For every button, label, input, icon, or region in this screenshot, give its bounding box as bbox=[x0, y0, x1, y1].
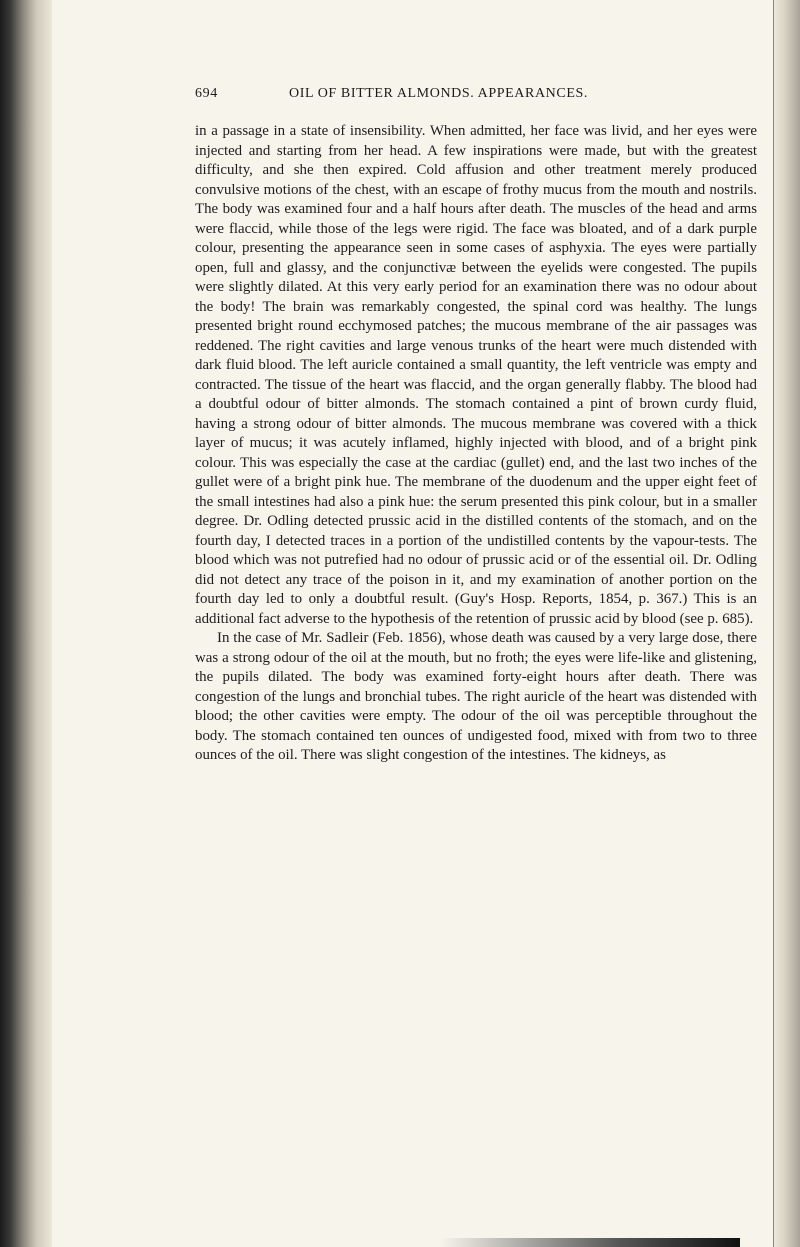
book-page-edge-right bbox=[773, 0, 800, 1247]
page-number: 694 bbox=[195, 86, 218, 101]
paragraph-2: In the case of Mr. Sadleir (Feb. 1856), whose death was caused by a very large dose, there was a strong odour of the oil at the mouth, but no froth; the eyes were life-like and glistening, the pupils dilated. The body was examined forty-eight hours after death. There was congestion of the lungs and bronchial tubes. The right auricle of the heart was distended with blood; the other cavities were empty. The odour of the oil was perceptible throughout the body. The stomach contained ten ounces of undigested food, mixed with from two to three ounces of the oil. There was slight congestion of the intestines. The kidneys, as bbox=[195, 630, 757, 763]
running-title: OIL OF BITTER ALMONDS. APPEARANCES. bbox=[289, 86, 588, 101]
book-binding-left bbox=[0, 0, 52, 1247]
paragraph-1: in a passage in a state of insensibility. When admitted, her face was livid, and her eyes were injected and starting from her head. A few inspirations were made, but with the greatest difficulty, and she then expired. Cold affusion and other treatment merely produced convulsive motions of the chest, with an escape of frothy mucus from the mouth and nostrils. The body was examined four and a half hours after death. The muscles of the head and arms were flaccid, while those of the legs were rigid. The face was bloated, and of a dark purple colour, presenting the appearance seen in some cases of asphyxia. The eyes were partially open, full and glassy, and the conjunctivæ between the eyelids were congested. The pupils were slightly dilated. At this very early period for an examination there was no odour about the body! The brain was remarkably congested, the spinal cord was healthy. The lungs presented bright round ecchymosed patches; the mucous membrane of the air passages was reddened. The right cavities and large venous trunks of the heart were much distended with dark fluid blood. The left auricle contained a small quantity, the left ventricle was empty and contracted. The tissue of the heart was flaccid, and the organ generally flabby. The blood had a doubtful odour of bitter almonds. The stomach contained a pint of brown curdy fluid, having a strong odour of bitter almonds. The mucous membrane was covered with a thick layer of mucus; it was acutely inflamed, highly injected with blood, and of a bright pink colour. This was especially the case at the cardiac (gullet) end, and the last two inches of the gullet were of a bright pink hue. The membrane of the duodenum and the upper eight feet of the small intestines had also a pink hue: the serum presented this pink colour, but in a smaller degree. Dr. Odling detected prussic acid in the distilled contents of the stomach, and on the fourth day, I detected traces in a portion of the undistilled contents by the vapour-tests. The blood which was not putrefied had no odour of prussic acid or of the essential oil. Dr. Odling did not detect any trace of the poison in it, and my examination of another portion on the fourth day led to only a doubtful result. (Guy's Hosp. Reports, 1854, p. 367.) This is an additional fact adverse to the hypothesis of the retention of prussic acid by blood (see p. 685). bbox=[195, 123, 757, 627]
page-edge-shadow bbox=[440, 1238, 740, 1247]
body-text bbox=[195, 122, 757, 766]
